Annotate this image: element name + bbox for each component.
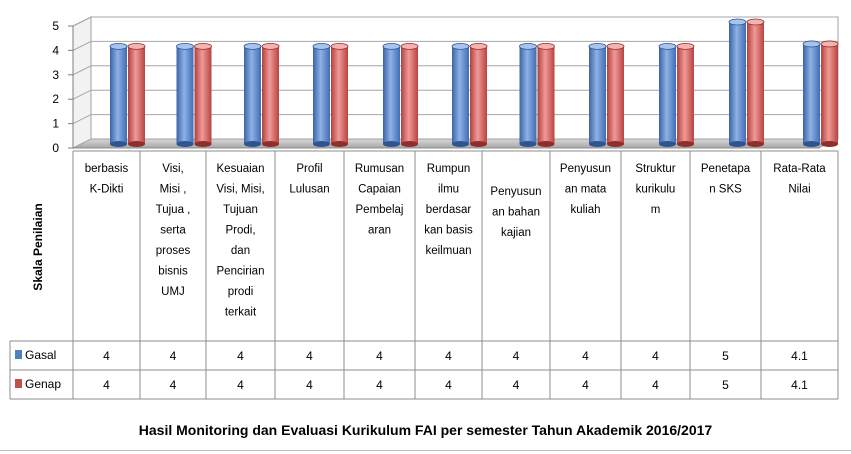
x-category-label-line: m xyxy=(650,204,661,216)
x-category-label-line: Penyusun xyxy=(490,186,542,198)
chart-title: Hasil Monitoring dan Evaluasi Kurikulum FAI per semester Tahun Akademik 2016/2017 xyxy=(138,422,713,438)
bar-genap-base xyxy=(607,141,624,147)
y-axis-label: Skala Penilaian xyxy=(31,203,45,291)
x-category-label-line: Struktur xyxy=(635,163,676,175)
bar-gasal-base xyxy=(177,141,194,147)
x-category-label-line: kuliah xyxy=(570,204,601,216)
bar-gasal xyxy=(452,43,469,147)
x-category-label-line: an bahan xyxy=(492,206,540,219)
bar-gasal-body xyxy=(659,46,676,144)
x-category-label-line: Penetapa xyxy=(700,163,751,175)
bar-gasal-body xyxy=(244,46,261,144)
bar-genap xyxy=(677,43,694,147)
bar-gasal xyxy=(244,43,261,147)
data-label: 4 xyxy=(306,378,313,392)
bar-gasal-body xyxy=(383,46,400,144)
bar-gasal-base xyxy=(110,141,127,147)
x-category-label-line: aran xyxy=(367,224,392,237)
bar-genap xyxy=(331,43,348,147)
bar-genap-top xyxy=(195,43,212,49)
x-category-label-line: Rumpun xyxy=(426,163,471,175)
y-axis xyxy=(52,19,73,155)
data-table xyxy=(10,151,838,399)
x-category-label-line: an mata xyxy=(564,183,607,196)
x-category-label xyxy=(635,163,675,216)
bar-genap xyxy=(401,43,418,147)
data-label: 4 xyxy=(512,349,520,363)
y-tick-label: 2 xyxy=(52,92,59,107)
bar-genap-body xyxy=(538,46,555,144)
bar-gasal-body xyxy=(803,44,820,144)
x-category-label-line: Capaian xyxy=(358,183,401,196)
bar-gasal-top xyxy=(110,43,127,49)
data-label: 4 xyxy=(376,349,383,363)
bar-gasal xyxy=(177,43,194,147)
bar-genap-top xyxy=(401,43,418,49)
x-category-label xyxy=(156,163,191,298)
data-label: 4 xyxy=(103,378,110,392)
bar-gasal-base xyxy=(729,141,746,147)
x-category-label-line: UMJ xyxy=(161,286,185,298)
data-label: 4 xyxy=(652,378,659,392)
x-category-label xyxy=(216,163,264,319)
bar-gasal-top xyxy=(589,43,606,49)
bar-genap-body xyxy=(470,46,487,144)
x-category-label-line: Rata-Rata xyxy=(773,163,826,175)
bar-gasal-base xyxy=(244,141,261,147)
data-label: 4 xyxy=(512,378,520,392)
bar-gasal xyxy=(110,43,127,147)
bar-gasal-base xyxy=(659,141,676,147)
bar-gasal-top xyxy=(520,43,537,49)
bar-gasal-base xyxy=(383,141,400,147)
bar-genap-top xyxy=(128,43,145,49)
bar-genap-body xyxy=(607,46,624,144)
data-label: 4.1 xyxy=(791,378,808,392)
bar-genap-body xyxy=(195,46,212,144)
bar-gasal xyxy=(729,19,746,147)
data-label: 4 xyxy=(652,349,659,363)
bar-genap-base xyxy=(331,141,348,147)
bar-genap xyxy=(607,43,624,147)
bar-gasal-body xyxy=(110,46,127,144)
data-label: 4 xyxy=(306,349,313,363)
bar-genap-top xyxy=(331,43,348,49)
bar-gasal-top xyxy=(383,43,400,49)
y-tick-label: 1 xyxy=(52,116,59,131)
bar-genap-top xyxy=(607,43,624,49)
legend-label-genap: Genap xyxy=(25,377,62,391)
bar-genap xyxy=(821,41,838,147)
bar-genap-body xyxy=(747,22,764,144)
x-category-label-line: serta xyxy=(160,224,186,237)
y-tick-label: 3 xyxy=(52,67,59,82)
x-category-label-line: kurikulu xyxy=(635,183,676,196)
bar-gasal-body xyxy=(520,46,537,144)
bar-gasal-base xyxy=(803,141,820,147)
x-category-label-line: n SKS xyxy=(709,183,742,196)
bar-gasal xyxy=(520,43,537,147)
x-category-label xyxy=(289,163,329,196)
bar-gasal-base xyxy=(313,141,330,147)
bar-genap xyxy=(538,43,555,147)
x-category-label xyxy=(424,163,473,257)
data-label: 5 xyxy=(722,378,729,392)
x-category-label-line: K-Dikti xyxy=(89,183,124,196)
x-category-label-line: Prodi, xyxy=(225,224,256,237)
x-category-label-line: bisnis xyxy=(158,265,188,278)
x-category-label-line: terkait xyxy=(224,306,257,319)
bar-gasal-top xyxy=(313,43,330,49)
bar-gasal-body xyxy=(589,46,606,144)
x-category-label-line: prodi xyxy=(227,286,254,298)
bar-genap-base xyxy=(538,141,555,147)
bar-genap-top xyxy=(821,41,838,47)
bar-genap-body xyxy=(401,46,418,144)
x-category-label-line: Visi, Misi, xyxy=(216,183,265,196)
x-category-label xyxy=(85,163,129,196)
data-label: 4 xyxy=(237,349,244,363)
legend-swatch-genap xyxy=(15,379,22,388)
x-category-label-line: Tujuan xyxy=(223,204,258,216)
bar-gasal xyxy=(313,43,330,147)
data-label: 4 xyxy=(103,349,110,363)
legend-label-gasal: Gasal xyxy=(25,348,57,362)
bar-genap-body xyxy=(128,46,145,144)
bar-gasal-top xyxy=(177,43,194,49)
data-label: 4 xyxy=(582,349,589,363)
data-label: 5 xyxy=(722,349,729,363)
x-category-label-line: Lulusan xyxy=(289,183,330,196)
bar-genap-base xyxy=(401,141,418,147)
bar-genap-body xyxy=(677,46,694,144)
y-tick-label: 5 xyxy=(52,19,59,33)
x-category-label-line: Pembelaj xyxy=(355,204,404,216)
bar-gasal-body xyxy=(313,46,330,144)
bar-genap-top xyxy=(677,43,694,49)
x-category-label-line: Pencirian xyxy=(216,265,265,278)
data-label: 4 xyxy=(169,378,177,392)
bar-genap-body xyxy=(331,46,348,144)
x-category-label-line: Visi, xyxy=(162,163,184,175)
bar-gasal-base xyxy=(520,141,537,147)
bar-genap-top xyxy=(470,43,487,49)
bar-genap xyxy=(470,43,487,147)
data-label: 4 xyxy=(445,349,452,363)
bar-gasal-top xyxy=(244,43,261,49)
bar-gasal xyxy=(589,43,606,147)
bar-gasal xyxy=(659,43,676,147)
bar-gasal-top xyxy=(729,19,746,25)
data-label: 4 xyxy=(376,378,383,392)
bar-genap xyxy=(128,43,145,147)
x-category-label-line: proses xyxy=(155,245,191,257)
y-tick-label: 4 xyxy=(52,43,59,58)
bar-genap-base xyxy=(747,141,764,147)
bar-genap-top xyxy=(747,19,764,25)
bar-genap-body xyxy=(262,46,279,144)
x-category-label xyxy=(701,163,751,196)
data-label: 4 xyxy=(169,349,177,363)
x-category-label-line: Penyusun xyxy=(559,163,612,175)
bar-genap-top xyxy=(262,43,279,49)
x-category-label-line: Tujua , xyxy=(155,204,191,216)
bar-genap-top xyxy=(538,43,555,49)
x-category-label xyxy=(560,163,611,216)
x-category-label-line: Nilai xyxy=(788,183,811,196)
x-category-label-line: keilmuan xyxy=(425,245,472,257)
bar-gasal-base xyxy=(589,141,606,147)
bar-gasal xyxy=(803,41,820,147)
data-label: 4.1 xyxy=(791,349,808,363)
plot-side-wall xyxy=(73,17,91,148)
x-category-label-line: Profil xyxy=(296,163,323,175)
bar-genap-base xyxy=(821,141,838,147)
x-category-label-line: Kesuaian xyxy=(216,163,265,175)
bar-genap xyxy=(195,43,212,147)
divider xyxy=(0,450,851,451)
y-tick-label: 0 xyxy=(52,141,59,155)
x-category-label-line: kan basis xyxy=(424,224,473,237)
x-category-label-line: dan xyxy=(230,245,251,257)
data-label: 4 xyxy=(445,378,452,392)
bar-gasal-top xyxy=(803,41,820,47)
bar-genap-base xyxy=(677,141,694,147)
bar-gasal-top xyxy=(452,43,469,49)
x-category-label-line: berbasis xyxy=(84,163,129,175)
bar-gasal-body xyxy=(452,46,469,144)
bar-gasal-body xyxy=(729,22,746,144)
bar-genap xyxy=(262,43,279,147)
x-category-label xyxy=(355,163,404,237)
bar-genap-base xyxy=(470,141,487,147)
x-category-label-line: kajian xyxy=(500,227,532,239)
data-label: 4 xyxy=(582,378,589,392)
x-category-label-line: Rumusan xyxy=(354,163,405,175)
bar-genap xyxy=(747,19,764,147)
bar-genap-base xyxy=(262,141,279,147)
bar-genap-base xyxy=(195,141,212,147)
data-label: 4 xyxy=(237,378,244,392)
x-category-label-line: Misi , xyxy=(159,183,187,196)
x-category-label xyxy=(773,163,826,196)
bar-genap-base xyxy=(128,141,145,147)
x-category-label-line: berdasar xyxy=(425,204,472,216)
x-category-label-line: ilmu xyxy=(437,183,460,196)
bar-gasal-body xyxy=(177,46,194,144)
x-category-label xyxy=(490,186,541,239)
legend-swatch-gasal xyxy=(15,350,22,359)
bar-gasal-top xyxy=(659,43,676,49)
bar-genap-body xyxy=(821,44,838,144)
bar-gasal xyxy=(383,43,400,147)
bar-gasal-base xyxy=(452,141,469,147)
